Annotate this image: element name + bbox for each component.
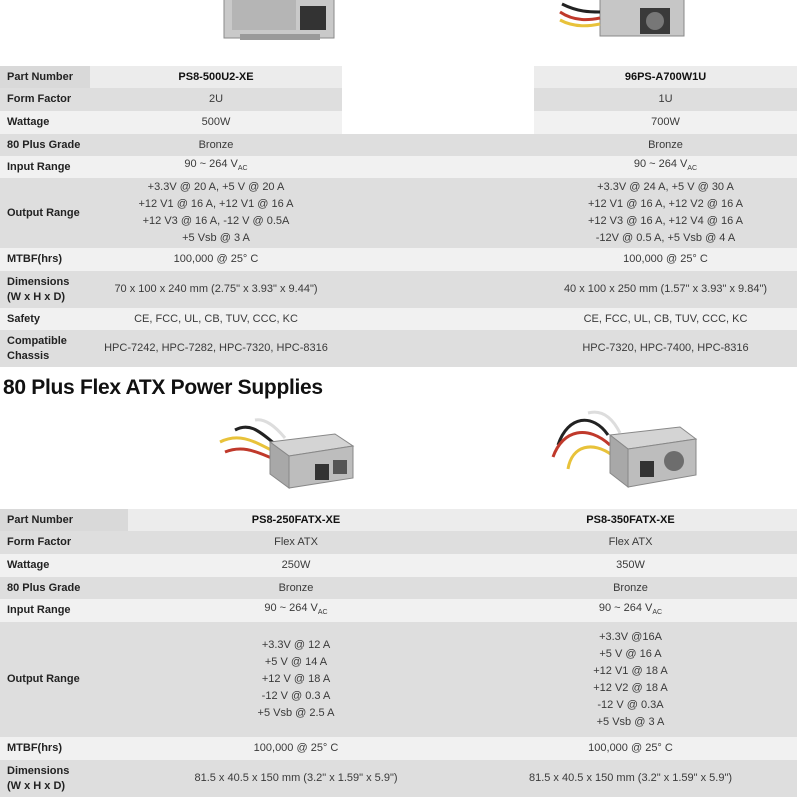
spec-label: Safety — [0, 308, 90, 330]
spec-column-gap — [342, 111, 534, 134]
spec-value-line: +5 Vsb @ 2.5 A — [257, 707, 335, 719]
spec-value-text: CE, FCC, UL, CB, TUV, CCC, KC — [134, 312, 298, 325]
spec-value — [128, 509, 464, 531]
spec-label: Form Factor — [0, 88, 90, 111]
spec-value — [90, 330, 342, 367]
spec-value-text: 81.5 x 40.5 x 150 mm (3.2" x 1.59" x 5.9") — [528, 772, 733, 784]
spec-value — [534, 271, 797, 308]
spec-value-line: +5 Vsb @ 3 A — [596, 715, 665, 728]
spec-value-line: +3.3V @16A — [599, 630, 662, 643]
spec-value-text: 90 ~ 264 V — [633, 158, 688, 171]
spec-value-text: 90 ~ 264 V — [598, 601, 653, 614]
spec-value-text: 81.5 x 40.5 x 150 mm (3.2" x 1.59" x 5.9") — [194, 772, 398, 784]
spec-value-line: +12 V3 @ 16 A, +12 V4 @ 16 A — [587, 215, 744, 227]
spec-column-gap — [342, 156, 534, 178]
spec-label: MTBF(hrs) — [0, 737, 128, 760]
spec-label: Part Number — [0, 509, 128, 531]
spec-value — [90, 156, 342, 178]
spec-label: Input Range — [0, 599, 128, 622]
psu-flex-250-image — [215, 412, 355, 492]
spec-row — [0, 509, 797, 531]
spec-value — [90, 134, 342, 156]
spec-value — [128, 554, 464, 577]
spec-value-text: 100,000 @ 25° C — [588, 742, 673, 754]
spec-table-1u-2u — [0, 66, 797, 367]
spec-row — [0, 178, 797, 248]
spec-value-text: 250W — [281, 559, 311, 571]
spec-value-line: +12 V2 @ 18 A — [593, 681, 668, 694]
spec-value-line: +12 V @ 18 A — [261, 673, 331, 685]
spec-value-text: Bronze — [278, 581, 314, 594]
spec-row — [0, 554, 797, 577]
spec-label-line: Dimensions — [7, 764, 70, 777]
spec-value — [90, 88, 342, 111]
spec-value — [534, 111, 797, 134]
spec-label — [0, 330, 90, 367]
spec-value-text: Bronze — [648, 138, 683, 151]
spec-label-line: Compatible — [7, 334, 67, 347]
spec-value-line: -12 V @ 0.3A — [597, 698, 664, 711]
spec-value — [464, 577, 797, 599]
section-title: 80 Plus Flex ATX Power Supplies — [3, 376, 323, 399]
spec-label: Wattage — [0, 111, 90, 134]
spec-value — [534, 156, 797, 178]
spec-row — [0, 599, 797, 622]
spec-value-text: PS8-350FATX-XE — [586, 513, 675, 526]
spec-label: Form Factor — [0, 531, 128, 554]
spec-value-sub: AC — [317, 609, 328, 617]
spec-value — [90, 248, 342, 271]
spec-value — [534, 88, 797, 111]
spec-value — [534, 134, 797, 156]
spec-value-text: 40 x 100 x 250 mm (1.57" x 3.93" x 9.84") — [563, 283, 768, 295]
spec-value — [464, 760, 797, 797]
spec-label: Wattage — [0, 554, 128, 577]
spec-row — [0, 308, 797, 330]
spec-value-sub: AC — [687, 165, 698, 173]
spec-value-text: 100,000 @ 25° C — [623, 253, 708, 265]
spec-value-sub: AC — [652, 609, 663, 617]
spec-value-text: 70 x 100 x 240 mm (2.75" x 3.93" x 9.44") — [114, 283, 318, 295]
spec-value-text: 350W — [616, 559, 645, 571]
spec-row — [0, 330, 797, 367]
spec-value-line: +3.3V @ 20 A, +5 V @ 20 A — [147, 181, 285, 193]
spec-column-gap — [342, 134, 534, 156]
spec-value-text: 96PS-A700W1U — [624, 70, 707, 83]
spec-value-text: 100,000 @ 25° C — [173, 253, 259, 265]
spec-column-gap — [342, 178, 534, 248]
spec-value — [128, 531, 464, 554]
spec-label-line: Chassis — [7, 349, 50, 362]
spec-value — [464, 531, 797, 554]
spec-label: MTBF(hrs) — [0, 248, 90, 271]
spec-value-text: Flex ATX — [274, 536, 318, 548]
spec-value-text: PS8-250FATX-XE — [251, 513, 341, 526]
spec-row — [0, 66, 797, 88]
spec-label: 80 Plus Grade — [0, 577, 128, 599]
spec-value-line: +3.3V @ 12 A — [261, 639, 331, 651]
spec-value-text: 90 ~ 264 V — [264, 601, 318, 614]
spec-row — [0, 760, 797, 797]
spec-value-line: +3.3V @ 24 A, +5 V @ 30 A — [597, 181, 734, 193]
spec-value-text: Bronze — [198, 138, 234, 151]
spec-value-line: +12 V3 @ 16 A, -12 V @ 0.5A — [142, 215, 290, 227]
spec-value-line: +5 V @ 16 A — [599, 647, 662, 660]
spec-column-gap — [342, 271, 534, 308]
spec-label: 80 Plus Grade — [0, 134, 90, 156]
spec-row — [0, 271, 797, 308]
spec-value-line: +5 V @ 14 A — [264, 656, 328, 668]
spec-label: Part Number — [0, 66, 90, 88]
spec-row — [0, 248, 797, 271]
spec-value-line: +5 Vsb @ 3 A — [182, 232, 250, 244]
spec-row — [0, 134, 797, 156]
spec-value — [534, 178, 797, 248]
spec-value — [534, 308, 797, 330]
spec-value — [128, 599, 464, 622]
spec-value-text: Bronze — [613, 581, 648, 594]
spec-value — [534, 66, 797, 88]
spec-row — [0, 577, 797, 599]
spec-label: Input Range — [0, 156, 90, 178]
spec-row — [0, 111, 797, 134]
spec-value-text: 1U — [658, 93, 673, 105]
spec-label — [0, 271, 90, 308]
spec-value-line: -12 V @ 0.3 A — [261, 690, 331, 702]
spec-column-gap — [342, 308, 534, 330]
spec-value — [128, 577, 464, 599]
spec-column-gap — [342, 88, 534, 111]
spec-value — [534, 330, 797, 367]
spec-column-gap — [342, 330, 534, 367]
spec-value — [464, 554, 797, 577]
spec-value — [128, 760, 464, 797]
spec-value — [90, 178, 342, 248]
spec-row — [0, 622, 797, 737]
spec-value-text: 2U — [208, 93, 224, 105]
top-product-images — [0, 0, 800, 60]
spec-value-text: HPC-7242, HPC-7282, HPC-7320, HPC-8316 — [104, 342, 328, 354]
spec-value-text: Flex ATX — [608, 536, 653, 548]
spec-label: Output Range — [0, 178, 90, 248]
spec-label-line: (W x H x D) — [7, 290, 66, 303]
psu-1u-image — [560, 0, 684, 36]
spec-value-text: PS8-500U2-XE — [178, 70, 254, 83]
spec-value-text: 100,000 @ 25° C — [253, 742, 339, 754]
spec-row — [0, 737, 797, 760]
psu-flex-350-image — [548, 405, 698, 493]
spec-value — [90, 271, 342, 308]
spec-value-text: CE, FCC, UL, CB, TUV, CCC, KC — [583, 312, 748, 325]
spec-value-text: 90 ~ 264 V — [184, 158, 238, 171]
spec-value-line: +12 V1 @ 16 A, +12 V1 @ 16 A — [138, 198, 294, 210]
spec-label — [0, 760, 128, 797]
spec-row — [0, 156, 797, 178]
spec-table-flex-atx — [0, 509, 797, 797]
spec-label: Output Range — [0, 622, 128, 737]
spec-value-line: +12 V1 @ 16 A, +12 V2 @ 16 A — [587, 198, 744, 210]
spec-value-text: 700W — [651, 116, 680, 128]
spec-value-line: -12V @ 0.5 A, +5 Vsb @ 4 A — [595, 232, 736, 244]
spec-value — [464, 599, 797, 622]
spec-value — [464, 509, 797, 531]
psu-2u-image — [224, 0, 334, 40]
spec-value-text: 500W — [201, 116, 231, 128]
spec-row — [0, 88, 797, 111]
spec-value — [534, 248, 797, 271]
spec-value — [90, 308, 342, 330]
spec-value — [128, 622, 464, 737]
spec-value — [464, 737, 797, 760]
spec-value-line: +12 V1 @ 18 A — [593, 664, 668, 677]
spec-row — [0, 531, 797, 554]
spec-value — [90, 111, 342, 134]
spec-value — [90, 66, 342, 88]
spec-value — [464, 622, 797, 737]
spec-value — [128, 737, 464, 760]
spec-column-gap — [342, 66, 534, 88]
spec-label-line: (W x H x D) — [7, 779, 66, 792]
spec-label-line: Dimensions — [7, 275, 70, 288]
spec-value-sub: AC — [237, 165, 248, 173]
spec-column-gap — [342, 248, 534, 271]
spec-value-text: HPC-7320, HPC-7400, HPC-8316 — [582, 342, 749, 354]
